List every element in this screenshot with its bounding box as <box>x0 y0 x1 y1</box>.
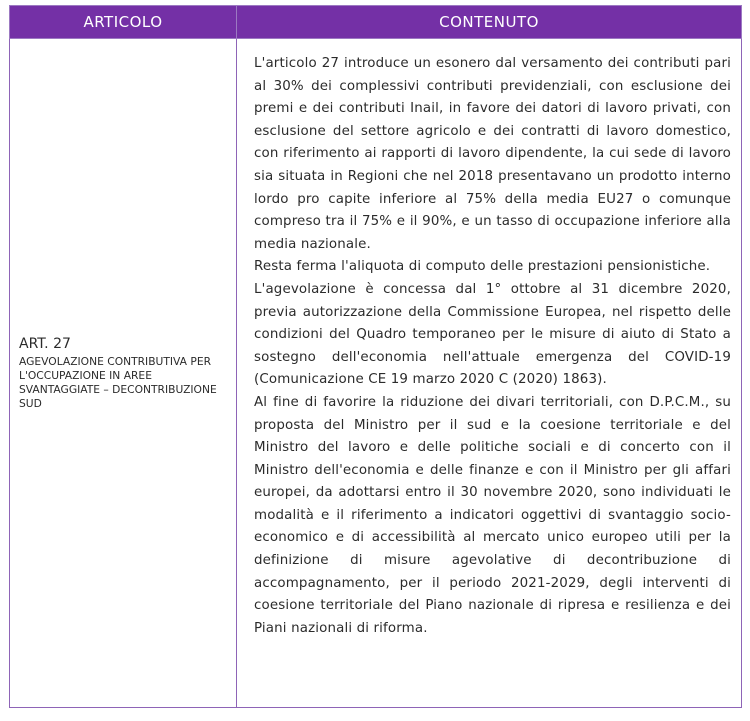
article-number: ART. 27 <box>19 335 71 352</box>
content-paragraph: Al fine di favorire la riduzione dei divari territoriali, con D.P.C.M., su proposta del Ministro per il sud e la coesione territoriale e del Ministro del lavoro e delle politiche sociali e di concerto con il Ministro dell'economia e delle finanze e con il Ministro per gli affari europei, da adottarsi entro il 30 novembre 2020, sono individuati le modalità e il riferimento a indicatori oggettivi di svantaggio socio-economico e di accessibilità al mercato unico europeo utili per la definizione di misure agevolative di decontribuzione di accompagnamento, per il periodo 2021-2029, degli interventi di coesione territoriale del Piano nazionale di ripresa e resilienza e dei Piani nazionali di riforma. <box>254 394 731 636</box>
table-row <box>10 39 742 708</box>
content-paragraph: L'articolo 27 introduce un esonero dal versamento dei contributi pari al 30% dei complessivi contributi previdenziali, con esclusione dei premi e dei contributi Inail, in favore dei datori di lavoro privati, con esclusione del settore agricolo e dei contratti di lavoro domestico, con riferimento ai rapporti di lavoro dipendente, la cui sede di lavoro sia situata in Regioni che nel 2018 presentavano un prodotto interno lordo pro capite inferiore al 75% della media EU27 o comunque compreso tra il 75% e il 90%, e un tasso di occupazione inferiore alla media nazionale. <box>254 56 731 252</box>
content-paragraph: L'agevolazione è concessa dal 1° ottobre al 31 dicembre 2020, previa autorizzazione della Commissione Europea, nel rispetto delle condizioni del Quadro temporaneo per le misure di aiuto di Stato a sostegno dell'economia nell'attuale emergenza del COVID-19 (Comunicazione CE 19 marzo 2020 C (2020) 1863). <box>254 281 731 388</box>
column-header-contenuto: CONTENUTO <box>237 6 742 39</box>
column-header-articolo: ARTICOLO <box>10 6 237 39</box>
article-title: AGEVOLAZIONE CONTRIBUTIVA PER L'OCCUPAZIONE IN AREE SVANTAGGIATE – DECONTRIBUZIONE SUD <box>19 354 217 410</box>
content-paragraph: Resta ferma l'aliquota di computo delle prestazioni pensionistiche. <box>254 259 711 275</box>
table-header-row <box>10 6 742 39</box>
article-cell <box>10 39 237 708</box>
content-cell <box>237 39 742 708</box>
article-table <box>9 5 742 708</box>
